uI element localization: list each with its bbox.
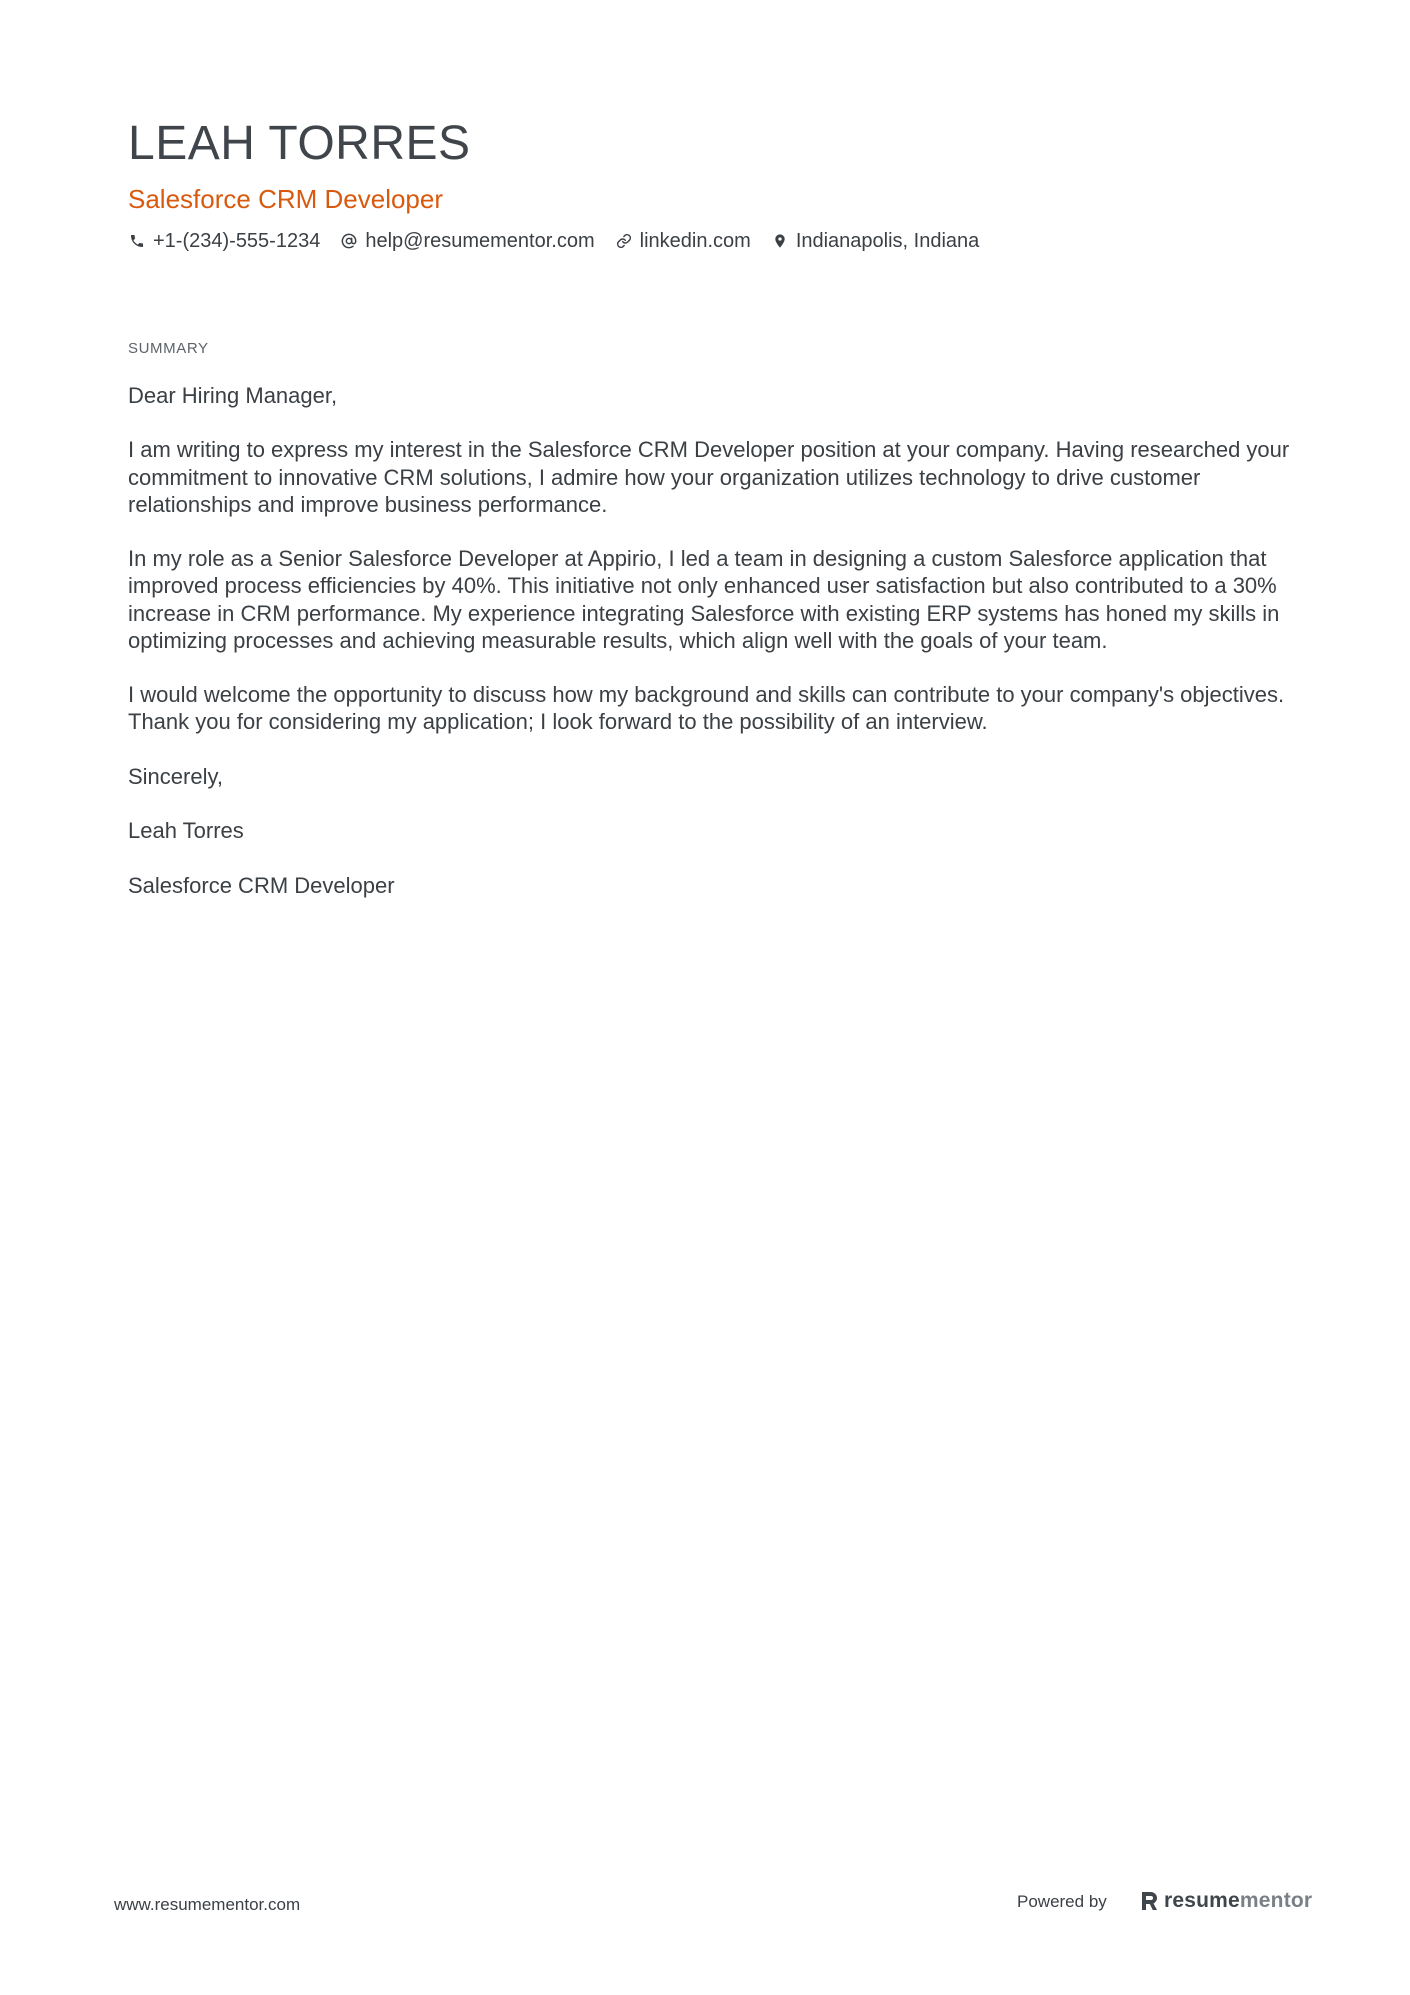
phone-icon xyxy=(128,232,146,250)
candidate-name: LEAH TORRES xyxy=(128,117,471,170)
link-icon xyxy=(615,232,633,250)
website-text[interactable]: linkedin.com xyxy=(639,229,751,252)
brand-wordmark xyxy=(1164,1888,1312,1914)
location-text: Indianapolis, Indiana xyxy=(795,229,980,252)
letter-signature-title: Salesforce CRM Developer xyxy=(128,872,395,898)
contact-phone xyxy=(128,230,320,253)
letter-signature-name: Leah Torres xyxy=(128,818,244,844)
map-pin-icon xyxy=(771,232,789,250)
contact-website[interactable] xyxy=(615,230,751,253)
letter-signoff: Sincerely, xyxy=(128,763,223,789)
letter-paragraph-intro: I am writing to express my interest in the Salesforce CRM Developer position at your company. Having researched your commitment to innovative CRM solutions, I admire how your organization utilizes technology to drive customer relationships and improve business performance. xyxy=(128,437,1290,517)
brand-logo-icon xyxy=(1140,1890,1160,1912)
contact-location xyxy=(771,230,979,253)
at-sign-icon xyxy=(340,232,358,250)
brand-wordmark-part1: resume xyxy=(1164,1889,1240,1912)
contact-email[interactable] xyxy=(340,230,594,253)
phone-text: +1-(234)-555-1234 xyxy=(153,229,321,252)
section-label-summary: SUMMARY xyxy=(128,340,209,357)
letter-paragraph-experience: In my role as a Senior Salesforce Developer at Appirio, I led a team in designing a custom Salesforce application that improved process efficiencies by 40%. This initiative not only enhanced user satisfaction but also contributed to a 30% increase in CRM performance. My experience integrating Salesforce with existing ERP systems has honed my skills in optimizing processes and achieving measurable results, which align well with the goals of your team. xyxy=(128,546,1280,653)
footer-website[interactable]: www.resumementor.com xyxy=(114,1895,301,1914)
letter-body xyxy=(128,382,1300,926)
email-text[interactable]: help@resumementor.com xyxy=(365,229,595,252)
brand-logo[interactable] xyxy=(1140,1886,1312,1916)
letter-greeting: Dear Hiring Manager, xyxy=(128,383,338,408)
letter-paragraph-closing: I would welcome the opportunity to discuss how my background and skills can contribute to your company's objectives. Thank you for considering my application; I look forward to the possibility of an interview. xyxy=(128,682,1285,735)
candidate-role: Salesforce CRM Developer xyxy=(128,184,444,214)
brand-wordmark-part2: mentor xyxy=(1239,1889,1313,1912)
powered-by-label: Powered by xyxy=(1017,1892,1107,1911)
contact-row xyxy=(128,226,999,256)
